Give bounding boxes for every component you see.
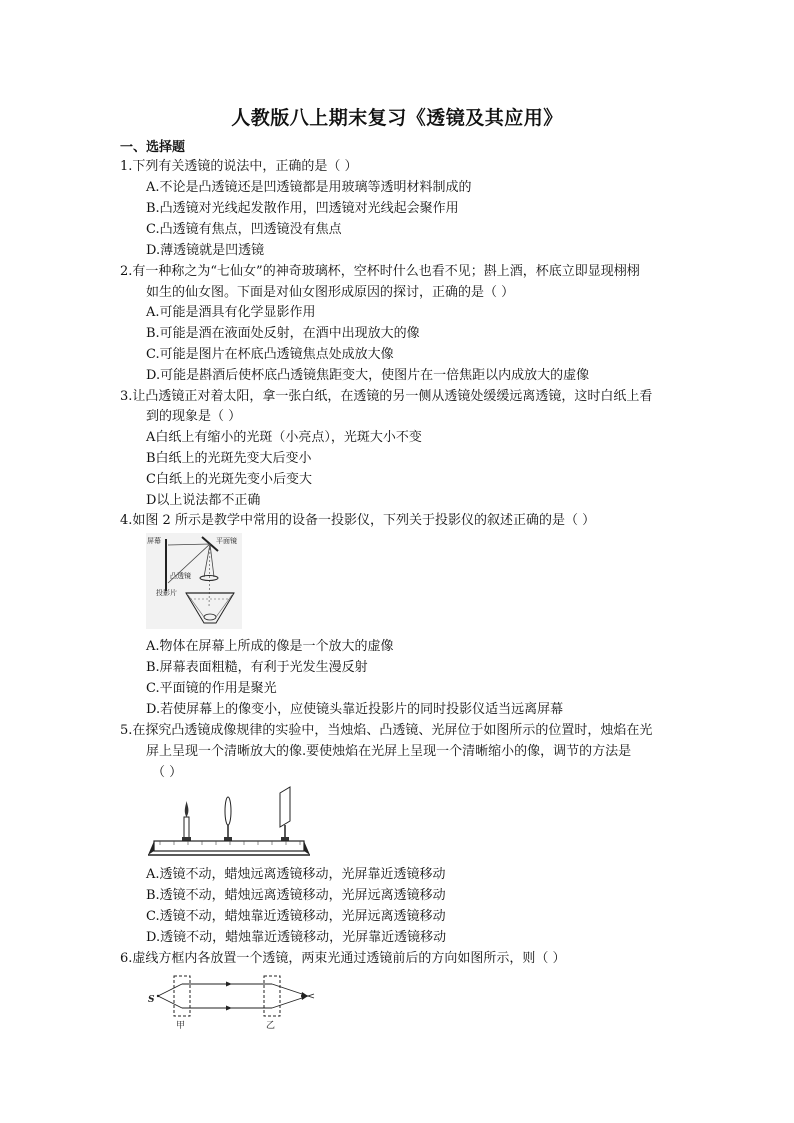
question-4-option-c: C.平面镜的作用是聚光 (146, 681, 277, 696)
question-3-option-c: C白纸上的光斑先变小后变大 (146, 472, 312, 487)
question-3-stem-line1: 3.让凸透镜正对着太阳，拿一张白纸，在透镜的另一侧从透镜处缓缓远离透镜，这时白纸上看 (120, 389, 653, 404)
projector-diagram (146, 533, 242, 629)
screen-mark (280, 787, 290, 827)
section-heading: 一、选择题 (120, 140, 186, 155)
label-source: S (148, 995, 155, 1005)
question-3-stem-line2: 到的现象是（ ） (146, 409, 242, 424)
label-slide: 投影片 (156, 589, 177, 597)
question-2-option-b: B.可能是酒在液面处反射，在酒中出现放大的像 (146, 326, 420, 341)
question-4-stem: 4.如图 2 所示是教学中常用的设备一投影仪，下列关于投影仪的叙述正确的是（ ） (120, 513, 596, 528)
question-1-option-b: B.凸透镜对光线起发散作用，凹透镜对光线起会聚作用 (146, 201, 459, 216)
box-jia (174, 976, 190, 1016)
box-yi (264, 976, 280, 1016)
question-1-option-d: D.薄透镜就是凹透镜 (146, 243, 265, 258)
question-1-option-a: A.不论是凸透镜还是凹透镜都是用玻璃等透明材料制成的 (146, 180, 472, 195)
question-3-option-d: D以上说法都不正确 (146, 493, 261, 508)
question-6-stem: 6.虚线方框内各放置一个透镜，两束光通过透镜前后的方向如图所示，则（ ） (120, 951, 566, 966)
question-2-stem-line1: 2.有一种称之为“七仙女”的神奇玻璃杯，空杯时什么也看不见；斟上酒，杯底立即显现栩栩 (120, 264, 640, 279)
bench-rail (154, 841, 304, 851)
label-mirror: 平面镜 (216, 537, 237, 545)
question-1-option-c: C.凸透镜有焦点，凹透镜没有焦点 (146, 222, 342, 237)
lens-mark (225, 797, 231, 825)
question-5-option-b: B.透镜不动，蜡烛远离透镜移动，光屏远离透镜移动 (146, 888, 446, 903)
flame-mark (185, 801, 189, 817)
optical-bench-diagram (146, 785, 310, 857)
label-lens: 凸透镜 (170, 572, 191, 580)
question-2-stem-line2: 如生的仙女图。下面是对仙女图形成原因的探讨，正确的是（ ） (146, 285, 515, 300)
question-5-stem-line1: 5.在探究凸透镜成像规律的实验中，当烛焰、凸透镜、光屏位于如图所示的位置时，烛焰在光 (120, 723, 653, 738)
candle-mark (184, 817, 189, 839)
page-title: 人教版八上期末复习《透镜及其应用》 (231, 107, 563, 129)
lens-boxes-diagram (146, 972, 318, 1030)
question-4-option-b: B.屏幕表面粗糙，有利于光发生漫反射 (146, 660, 368, 675)
question-4-option-a: A.物体在屏幕上所成的像是一个放大的虚像 (146, 639, 394, 654)
question-2-option-c: C.可能是图片在杯底凸透镜焦点处成放大像 (146, 347, 394, 362)
question-3-option-a: A白纸上有缩小的光斑（小亮点），光斑大小不变 (146, 430, 422, 445)
question-2-option-d: D.可能是斟酒后使杯底凸透镜焦距变大，使图片在一倍焦距以内成放大的虚像 (146, 368, 590, 383)
question-4-option-d: D.若使屏幕上的像变小，应使镜头靠近投影片的同时投影仪适当远离屏幕 (146, 702, 564, 717)
label-box-jia: 甲 (176, 1021, 186, 1030)
label-box-yi: 乙 (266, 1021, 276, 1030)
question-5-option-d: D.透镜不动，蜡烛靠近透镜移动，光屏靠近透镜移动 (146, 930, 447, 945)
question-5-stem-line3: （ ） (152, 765, 183, 780)
question-1-stem: 1.下列有关透镜的说法中，正确的是（ ） (120, 159, 358, 174)
question-5-option-c: C.透镜不动，蜡烛靠近透镜移动，光屏远离透镜移动 (146, 909, 446, 924)
label-screen: 屏幕 (147, 537, 161, 545)
question-5-option-a: A.透镜不动，蜡烛远离透镜移动，光屏靠近透镜移动 (146, 867, 446, 882)
question-2-option-a: A.可能是酒具有化学显影作用 (146, 305, 316, 320)
question-5-stem-line2: 屏上呈现一个清晰放大的像.要使烛焰在光屏上呈现一个清晰缩小的像，调节的方法是 (146, 744, 632, 759)
question-3-option-b: B白纸上的光斑先变大后变小 (146, 451, 312, 466)
